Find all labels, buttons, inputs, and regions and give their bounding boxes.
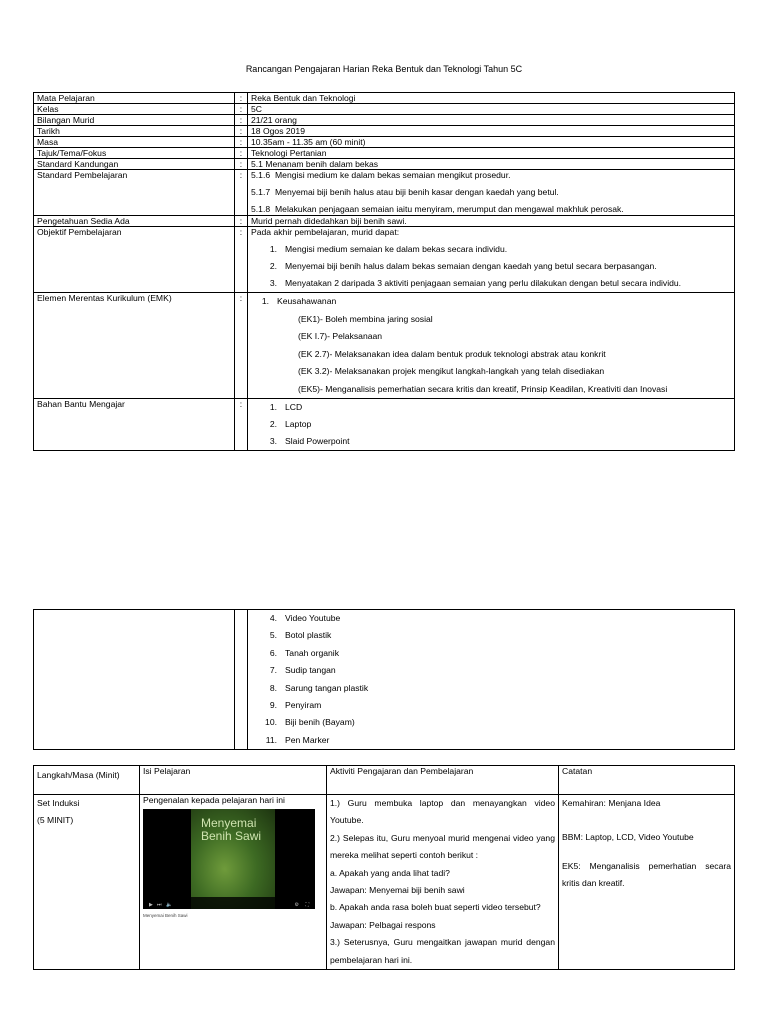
standard-code: 5.1.6 [251,170,271,180]
video-thumbnail[interactable] [143,809,315,909]
list-item: 2. Laptop [269,419,312,429]
objective-list [251,241,731,292]
fullscreen-icon[interactable]: ⛶ [305,902,309,908]
table-row [34,159,735,170]
separator: : [235,148,248,159]
table-row [34,115,735,126]
list-item: 2. Menyemai biji benih halus dalam bekas semaian dengan kaedah yang betul secara berpasangan. [269,261,657,271]
note-text: BBM: Laptop, LCD, Video Youtube [562,832,694,843]
separator: : [235,293,248,399]
field-value: 10.35am - 11.35 am (60 minit) [248,137,735,148]
standard-text: Melakukan penjagaan semaian iaitu menyiram, merumput dan mengawal makhluk perosak. [275,204,624,214]
list-item: (EK 3.2)- Melaksanakan projek mengikut langkah-langkah yang telah disediakan [298,366,605,376]
video-caption: Menyemai Benih Sawi [143,913,188,918]
separator: : [235,227,248,293]
step-cell [34,795,140,970]
list-item: 3. Menyatakan 2 daripada 3 aktiviti penjagaan semaian yang perlu dilakukan dengan betul secara individu. [269,278,682,288]
learning-standards [248,170,735,216]
activity-text: 2.) Selepas itu, Guru menyoal murid mengenai video yang mereka melihat seperti contoh berikut : [330,832,555,861]
separator: : [235,216,248,227]
column-header: Langkah/Masa (Minit) [34,766,140,795]
content-cell [140,795,327,970]
list-item: (EK 2.7)- Melaksanakan idea dalam bentuk produk teknologi abstrak atau konkrit [298,348,606,359]
table-row [34,137,735,148]
field-label: Tajuk/Tema/Fokus [34,148,235,159]
materials-list [251,399,731,450]
standard-code: 5.1.8 [251,204,271,214]
separator: : [235,93,248,104]
field-label: Bilangan Murid [34,115,235,126]
list-item: (EK5)- Menganalisis pemerhatian secara kritis dan kreatif, Prinsip Keadilan, Kreativiti dan Inovasi [298,383,668,394]
field-label: Objektif Pembelajaran [34,227,235,293]
field-label: Bahan Bantu Mengajar [34,399,235,451]
field-value: 21/21 orang [248,115,735,126]
table-row [34,104,735,115]
activity-text: 3.) Seterusnya, Guru mengaitkan jawapan murid dengan pembelajaran hari ini. [330,937,555,965]
emk-list [251,293,731,311]
field-value: Murid pernah didedahkan biji benih sawi. [248,216,735,227]
header-row [34,766,735,795]
activity-text: b. Apakah anda rasa boleh buat seperti video tersebut? [330,902,541,913]
list-item: 6. Tanah organik [269,647,339,658]
play-icon[interactable]: ▶ [149,902,153,908]
field-value: Reka Bentuk dan Teknologi [248,93,735,104]
list-item: 5. Botol plastik [269,630,332,641]
video-letterbox [275,809,315,909]
table-row [34,795,735,970]
table-row [34,399,735,451]
activities-cell [327,795,559,970]
field-label: Tarikh [34,126,235,137]
step-time: (5 MINIT) [37,815,74,826]
table-row [34,227,735,293]
column-header: Aktiviti Pengajaran dan Pembelajaran [327,766,559,795]
field-label: Pengetahuan Sedia Ada [34,216,235,227]
video-title-overlay: Menyemai Benih Sawi [201,816,262,843]
step-name: Set Induksi [37,798,80,808]
materials-cell [248,399,735,451]
objectives-cell [248,227,735,293]
list-item: (EK1)- Boleh membina jaring sosial [298,313,433,324]
materials-cell [248,610,735,750]
field-label: Mata Pelajaran [34,93,235,104]
standard-text: Menyemai biji benih halus atau biji benih kasar dengan kaedah yang betul. [275,187,559,197]
note-text: Kemahiran: Menjana Idea [562,798,661,808]
table-row [34,610,735,750]
activity-text: a. Apakah yang anda lihat tadi? [330,867,450,878]
table-row [34,216,735,227]
field-label: Masa [34,137,235,148]
separator: : [235,137,248,148]
list-item: 1. Mengisi medium semaian ke dalam bekas secara individu. [269,244,508,254]
activity-text: Jawapan: Menyemai biji benih sawi [330,885,465,896]
field-value: 18 Ogos 2019 [248,126,735,137]
separator: : [235,104,248,115]
emk-cell [248,293,735,399]
content-text: Pengenalan kepada pelajaran hari ini [143,795,285,805]
field-value: Teknologi Pertanian [248,148,735,159]
emk-subitems [251,311,731,399]
volume-icon[interactable]: 🔈 [166,902,173,908]
objective-intro: Pada akhir pembelajaran, murid dapat: [251,227,400,237]
table-row [34,126,735,137]
column-header: Isi Pelajaran [140,766,327,795]
list-item: 9. Penyiram [269,700,322,711]
field-label: Standard Kandungan [34,159,235,170]
list-item: 10. Biji benih (Bayam) [265,717,355,728]
separator: : [235,399,248,451]
table-row [34,93,735,104]
materials-list [251,610,731,749]
list-item: (EK I.7)- Pelaksanaan [298,331,383,341]
video-letterbox [143,809,191,909]
skip-icon[interactable]: ⏭ [157,902,162,908]
document-title: Rancangan Pengajaran Harian Reka Bentuk dan Teknologi Tahun 5C [245,64,523,74]
video-controls-bar[interactable] [143,897,315,909]
list-item: 1. Keusahawanan [261,296,337,306]
separator: : [235,115,248,126]
field-label: Kelas [34,104,235,115]
settings-icon[interactable]: ⚙ [294,902,299,908]
separator: : [235,170,248,216]
activity-text: 1.) Guru membuka laptop dan menayangkan video Youtube. [330,798,555,826]
standard-code: 5.1.7 [251,187,271,197]
table-row [34,293,735,399]
field-value: 5C [248,104,735,115]
separator-cell [235,610,248,750]
notes-cell [559,795,735,970]
list-item: 11. Pen Marker [265,734,330,745]
list-item: 1. LCD [269,402,303,412]
list-item: 8. Sarung tangan plastik [269,682,369,693]
table-row [34,170,735,216]
separator: : [235,126,248,137]
list-item: 4. Video Youtube [269,613,341,623]
lesson-info-table [33,92,735,451]
standard-text: Mengisi medium ke dalam bekas semaian mengikut prosedur. [275,170,511,180]
list-item: 7. Sudip tangan [269,665,336,676]
column-header: Catatan [559,766,735,795]
lesson-plan-table [33,765,735,970]
table-row [34,148,735,159]
field-value: 5.1 Menanam benih dalam bekas [248,159,735,170]
field-label: Standard Pembelajaran [34,170,235,216]
empty-cell [34,610,235,750]
note-text: EK5: Menganalisis pemerhatian secara kritis dan kreatif. [562,860,731,889]
materials-continued-table [33,609,735,750]
field-label: Elemen Merentas Kurikulum (EMK) [34,293,235,399]
separator: : [235,159,248,170]
activity-text: Jawapan: Pelbagai respons [330,919,436,930]
list-item: 3. Slaid Powerpoint [269,436,350,446]
